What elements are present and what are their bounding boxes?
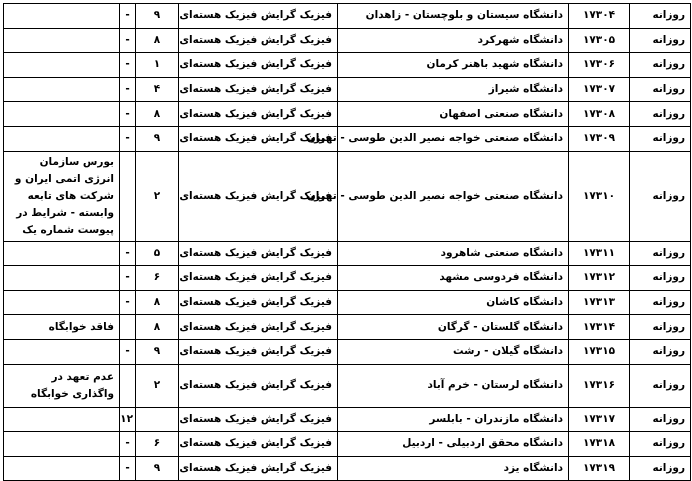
program-code-cell: ۱۷۳۰۴	[569, 4, 630, 29]
table-row	[4, 77, 691, 102]
field-cell: فیزیک گرایش فیزیک هسته‌ای	[179, 315, 338, 340]
field-cell: فیزیک گرایش فیزیک هسته‌ای	[179, 364, 338, 407]
study-type-cell: روزانه	[630, 266, 691, 291]
note-cell	[4, 28, 120, 53]
capacity-cell: ۸	[136, 28, 179, 53]
extra-capacity-cell: -	[120, 53, 136, 78]
note-cell	[4, 102, 120, 127]
field-cell: فیزیک گرایش فیزیک هسته‌ای	[179, 241, 338, 266]
capacity-cell: ۶	[136, 432, 179, 457]
table-row	[4, 290, 691, 315]
university-cell: دانشگاه صنعتی خواجه نصیر الدین طوسی - تهران	[338, 126, 569, 151]
study-type-cell: روزانه	[630, 126, 691, 151]
capacity-cell	[136, 407, 179, 432]
capacity-cell: ۹	[136, 126, 179, 151]
table-row	[4, 432, 691, 457]
university-cell: دانشگاه مازندران - بابلسر	[338, 407, 569, 432]
note-cell	[4, 4, 120, 29]
table-row	[4, 28, 691, 53]
note-cell	[4, 266, 120, 291]
university-cell: دانشگاه سیستان و بلوچستان - زاهدان	[338, 4, 569, 29]
study-type-cell: روزانه	[630, 290, 691, 315]
capacity-cell: ۸	[136, 102, 179, 127]
university-cell: دانشگاه گلستان - گرگان	[338, 315, 569, 340]
program-code-cell: ۱۷۳۱۵	[569, 339, 630, 364]
field-cell: فیزیک گرایش فیزیک هسته‌ای	[179, 407, 338, 432]
table-row	[4, 315, 691, 340]
study-type-cell: روزانه	[630, 241, 691, 266]
university-cell: دانشگاه محقق اردبیلی - اردبیل	[338, 432, 569, 457]
capacity-cell: ۸	[136, 315, 179, 340]
field-cell: فیزیک گرایش فیزیک هسته‌ای	[179, 432, 338, 457]
university-cell: دانشگاه شهید باهنر کرمان	[338, 53, 569, 78]
program-code-cell: ۱۷۳۰۹	[569, 126, 630, 151]
capacity-cell: ۲	[136, 364, 179, 407]
study-type-cell: روزانه	[630, 4, 691, 29]
university-cell: دانشگاه صنعتی خواجه نصیر الدین طوسی - تهران	[338, 151, 569, 241]
extra-capacity-cell: -	[120, 126, 136, 151]
study-type-cell: روزانه	[630, 315, 691, 340]
note-cell	[4, 241, 120, 266]
university-cell: دانشگاه فردوسی مشهد	[338, 266, 569, 291]
extra-capacity-cell: -	[120, 77, 136, 102]
note-cell	[4, 339, 120, 364]
table-row	[4, 364, 691, 407]
field-cell: فیزیک گرایش فیزیک هسته‌ای	[179, 28, 338, 53]
program-code-cell: ۱۷۳۰۵	[569, 28, 630, 53]
capacity-cell: ۴	[136, 77, 179, 102]
capacity-cell: ۲	[136, 151, 179, 241]
table-row	[4, 241, 691, 266]
field-cell: فیزیک گرایش فیزیک هسته‌ای	[179, 77, 338, 102]
note-cell	[4, 53, 120, 78]
field-cell: فیزیک گرایش فیزیک هسته‌ای	[179, 4, 338, 29]
capacity-cell: ۹	[136, 4, 179, 29]
note-cell	[4, 77, 120, 102]
field-cell: فیزیک گرایش فیزیک هسته‌ای	[179, 456, 338, 481]
note-cell: بورس سازمان انرژی اتمی ایران و شرکت های تابعه وابسته - شرایط در پیوست شماره یک	[4, 151, 120, 241]
program-code-cell: ۱۷۳۱۸	[569, 432, 630, 457]
table-row	[4, 151, 691, 241]
table-row	[4, 4, 691, 29]
program-code-cell: ۱۷۳۱۴	[569, 315, 630, 340]
capacity-cell: ۹	[136, 456, 179, 481]
program-code-cell: ۱۷۳۱۰	[569, 151, 630, 241]
university-cell: دانشگاه یزد	[338, 456, 569, 481]
table-row	[4, 456, 691, 481]
extra-capacity-cell: -	[120, 28, 136, 53]
study-type-cell: روزانه	[630, 151, 691, 241]
note-cell	[4, 432, 120, 457]
field-cell: فیزیک گرایش فیزیک هسته‌ای	[179, 126, 338, 151]
university-cell: دانشگاه شیراز	[338, 77, 569, 102]
program-code-cell: ۱۷۳۰۶	[569, 53, 630, 78]
table-row	[4, 407, 691, 432]
extra-capacity-cell: -	[120, 241, 136, 266]
program-code-cell: ۱۷۳۱۱	[569, 241, 630, 266]
study-type-cell: روزانه	[630, 432, 691, 457]
table-row	[4, 126, 691, 151]
table-row	[4, 53, 691, 78]
extra-capacity-cell: -	[120, 456, 136, 481]
capacity-cell: ۹	[136, 339, 179, 364]
table-row	[4, 266, 691, 291]
extra-capacity-cell	[120, 151, 136, 241]
university-cell: دانشگاه صنعتی شاهرود	[338, 241, 569, 266]
program-code-cell: ۱۷۳۱۲	[569, 266, 630, 291]
program-code-cell: ۱۷۳۱۶	[569, 364, 630, 407]
program-code-cell: ۱۷۳۰۷	[569, 77, 630, 102]
university-cell: دانشگاه شهرکرد	[338, 28, 569, 53]
university-cell: دانشگاه کاشان	[338, 290, 569, 315]
field-cell: فیزیک گرایش فیزیک هسته‌ای	[179, 102, 338, 127]
study-type-cell: روزانه	[630, 364, 691, 407]
extra-capacity-cell: ۱۲	[120, 407, 136, 432]
table-row	[4, 102, 691, 127]
note-cell	[4, 290, 120, 315]
study-type-cell: روزانه	[630, 339, 691, 364]
capacity-cell: ۱	[136, 53, 179, 78]
extra-capacity-cell: -	[120, 4, 136, 29]
extra-capacity-cell	[120, 315, 136, 340]
study-type-cell: روزانه	[630, 407, 691, 432]
capacity-cell: ۸	[136, 290, 179, 315]
university-cell: دانشگاه گیلان - رشت	[338, 339, 569, 364]
program-code-cell: ۱۷۳۱۹	[569, 456, 630, 481]
note-cell: فاقد خوابگاه	[4, 315, 120, 340]
program-code-cell: ۱۷۳۱۷	[569, 407, 630, 432]
extra-capacity-cell: -	[120, 339, 136, 364]
table-row	[4, 339, 691, 364]
university-cell: دانشگاه لرستان - خرم آباد	[338, 364, 569, 407]
field-cell: فیزیک گرایش فیزیک هسته‌ای	[179, 266, 338, 291]
note-cell	[4, 126, 120, 151]
extra-capacity-cell	[120, 364, 136, 407]
capacity-cell: ۵	[136, 241, 179, 266]
program-code-cell: ۱۷۳۰۸	[569, 102, 630, 127]
note-cell	[4, 456, 120, 481]
admissions-table	[3, 3, 691, 481]
admissions-table-body	[4, 4, 691, 481]
program-code-cell: ۱۷۳۱۳	[569, 290, 630, 315]
study-type-cell: روزانه	[630, 28, 691, 53]
note-cell: عدم تعهد در واگذاری خوابگاه	[4, 364, 120, 407]
extra-capacity-cell: -	[120, 266, 136, 291]
university-cell: دانشگاه صنعتی اصفهان	[338, 102, 569, 127]
field-cell: فیزیک گرایش فیزیک هسته‌ای	[179, 53, 338, 78]
study-type-cell: روزانه	[630, 102, 691, 127]
capacity-cell: ۶	[136, 266, 179, 291]
study-type-cell: روزانه	[630, 456, 691, 481]
field-cell: فیزیک گرایش فیزیک هسته‌ای	[179, 290, 338, 315]
study-type-cell: روزانه	[630, 77, 691, 102]
field-cell: فیزیک گرایش فیزیک هسته‌ای	[179, 151, 338, 241]
field-cell: فیزیک گرایش فیزیک هسته‌ای	[179, 339, 338, 364]
extra-capacity-cell: -	[120, 102, 136, 127]
study-type-cell: روزانه	[630, 53, 691, 78]
extra-capacity-cell: -	[120, 432, 136, 457]
extra-capacity-cell: -	[120, 290, 136, 315]
note-cell	[4, 407, 120, 432]
